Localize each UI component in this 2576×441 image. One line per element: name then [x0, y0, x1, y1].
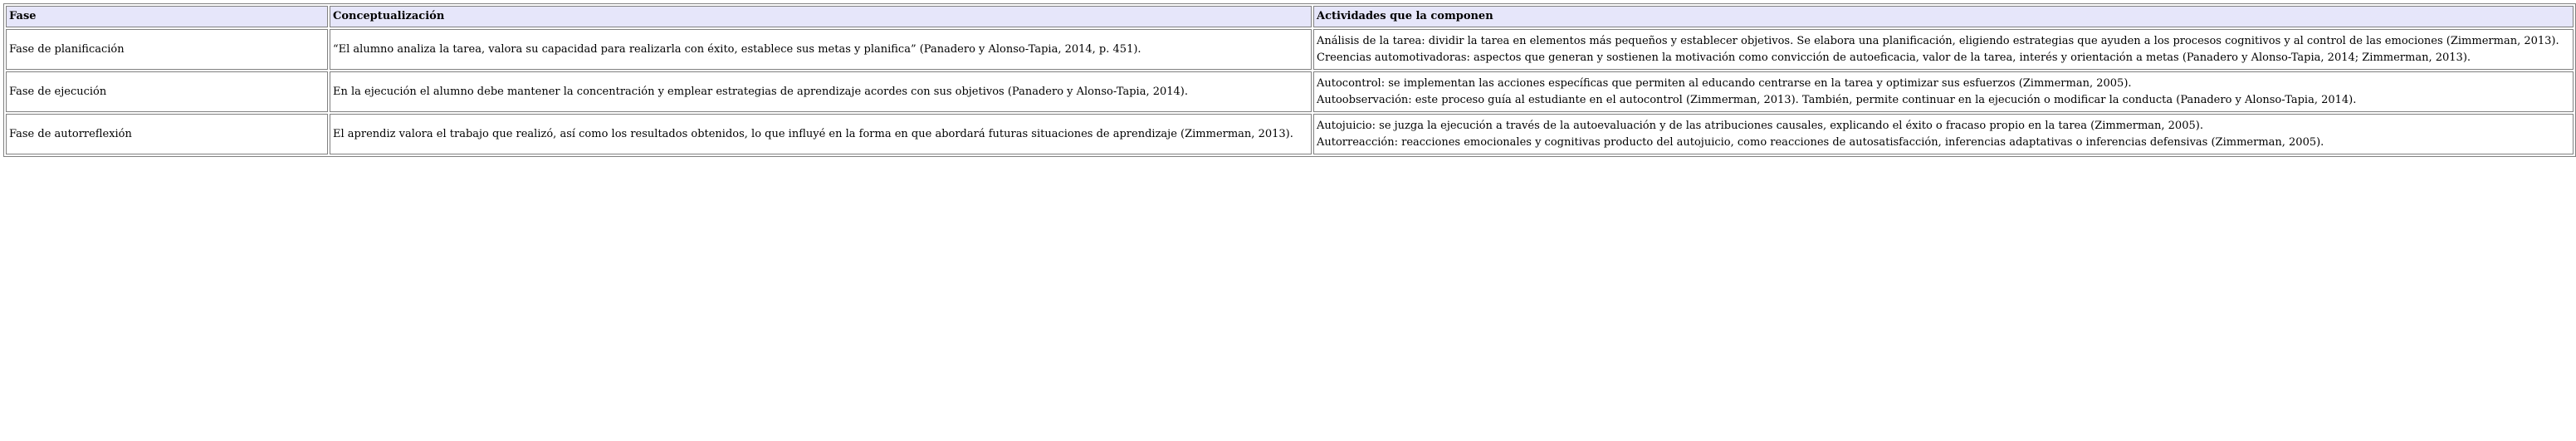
phases-table-container — [3, 3, 2576, 157]
cell-concepto: “El alumno analiza la tarea, valora su capacidad para realizarla con éxito, establece sus metas y planifica” (Panadero y Alonso-Tapia, 2014, p. 451). — [330, 29, 1312, 70]
header-actividades: Actividades que la componen — [1313, 6, 2574, 27]
actividad-line: Autoobservación: este proceso guía al estudiante en el autocontrol (Zimmerman, 2013). También, permite continuar en la ejecución o modificar la conducta (Panadero y Alonso-Tapia, 2014). — [1317, 93, 2357, 106]
actividad-line: Autorreacción: reacciones emocionales y cognitivas producto del autojuicio, como reacciones de autosatisfacción, inferencias adaptativas o inferencias defensivas (Zimmerman, 2005). — [1317, 135, 2324, 149]
actividad-line: Autojuicio: se juzga la ejecución a través de la autoevaluación y de las atribuciones causales, explicando el éxito o fracaso propio en la tarea (Zimmerman, 2005). — [1317, 119, 2203, 132]
cell-actividades — [1313, 114, 2574, 154]
cell-fase: Fase de autorreflexión — [6, 114, 328, 154]
cell-actividades — [1313, 29, 2574, 70]
cell-fase: Fase de planificación — [6, 29, 328, 70]
table-row — [6, 29, 2574, 70]
cell-concepto: El aprendiz valora el trabajo que realizó, así como los resultados obtenidos, lo que influyé en la forma en que abordará futuras situaciones de aprendizaje (Zimmerman, 2013). — [330, 114, 1312, 154]
phases-table — [3, 3, 2576, 157]
header-fase: Fase — [6, 6, 328, 27]
cell-concepto: En la ejecución el alumno debe mantener la concentración y emplear estrategias de aprendizaje acordes con sus objetivos (Panadero y Alonso-Tapia, 2014). — [330, 71, 1312, 112]
header-row — [6, 6, 2574, 27]
header-conceptualizacion: Conceptualización — [330, 6, 1312, 27]
actividad-line: Creencias automotivadoras: aspectos que generan y sostienen la motivación como convicción de autoeficacia, valor de la tarea, interés y orientación a metas (Panadero y Alonso-Tapia, 2014; Zimmerman, 2013). — [1317, 51, 2471, 64]
actividad-line: Análisis de la tarea: dividir la tarea en elementos más pequeños y establecer objetivos. Se elabora una planificación, eligiendo estrategias que ayuden a los procesos cognitivos y al control de las emociones (Zimmerman, 2013). — [1317, 34, 2559, 47]
cell-actividades — [1313, 71, 2574, 112]
actividad-line: Autocontrol: se implementan las acciones específicas que permiten al educando centrarse en la tarea y optimizar sus esfuerzos (Zimmerman, 2005). — [1317, 76, 2132, 90]
cell-fase: Fase de ejecución — [6, 71, 328, 112]
table-row — [6, 71, 2574, 112]
table-row — [6, 114, 2574, 154]
